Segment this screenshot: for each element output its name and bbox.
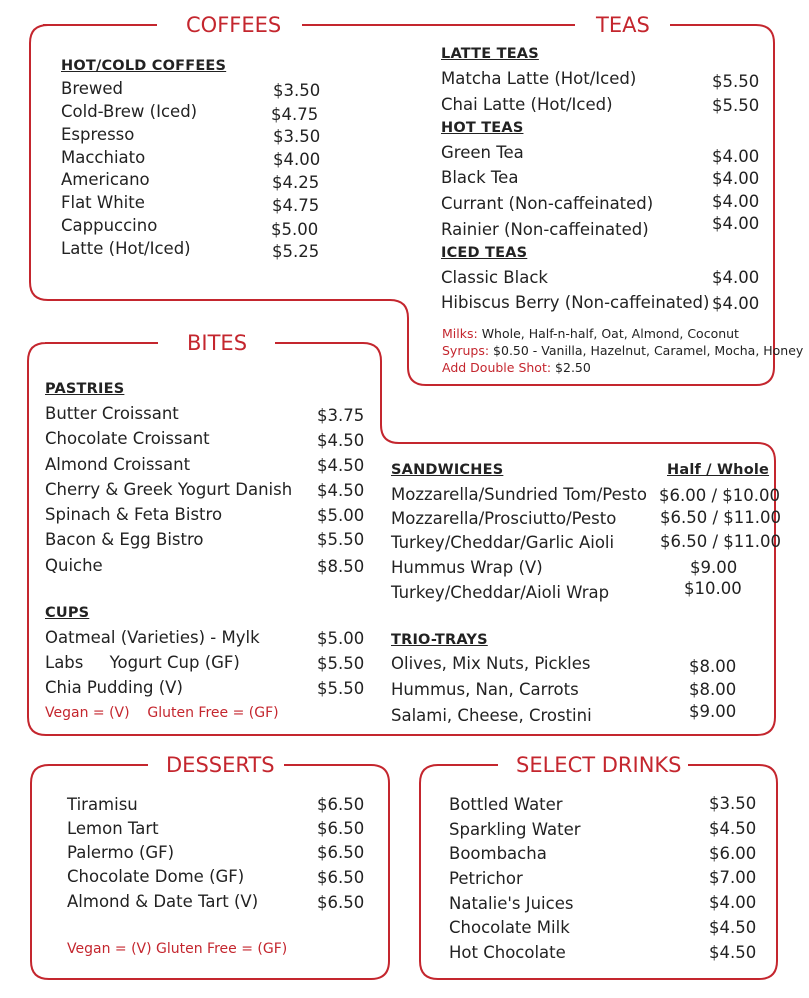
menu-item-name: Chai Latte (Hot/Iced) <box>441 95 613 114</box>
menu-item-name: Macchiato <box>61 148 146 167</box>
menu-item-name: Petrichor <box>449 869 523 888</box>
menu-item-name: Oatmeal (Varieties) - Mylk <box>45 628 260 647</box>
menu-item-price: $4.50 <box>709 819 757 838</box>
half-whole-heading: Half / Whole <box>667 462 770 478</box>
menu-item-price: $4.00 <box>712 192 760 211</box>
menu-item-price: $4.00 <box>712 268 760 287</box>
menu-item-price: $4.75 <box>271 105 319 124</box>
sandwiches-subheading: SANDWICHES <box>391 462 504 478</box>
menu-item-price: $4.50 <box>317 456 365 475</box>
menu-item-price: $6.50 / $11.00 <box>660 508 782 527</box>
menu-item-name: Espresso <box>61 125 135 144</box>
menu-item-price: $6.00 <box>709 844 757 863</box>
milks-text: Whole, Half-n-half, Oat, Almond, Coconut <box>481 326 739 341</box>
menu-item-price: $3.50 <box>273 81 321 100</box>
menu-item-name: Labs Yogurt Cup (GF) <box>45 653 240 672</box>
menu-item-name: Hummus Wrap (V) <box>391 558 543 577</box>
menu-item-price: $4.25 <box>272 173 320 192</box>
menu-item-name: Chocolate Milk <box>449 918 570 937</box>
menu-item-name: Hot Chocolate <box>449 943 566 962</box>
menu-item-name: Lemon Tart <box>67 819 159 838</box>
menu-item-price: $5.00 <box>317 506 365 525</box>
menu-item-name: Brewed <box>61 79 124 98</box>
menu-item-name: Turkey/Cheddar/Aioli Wrap <box>391 583 610 602</box>
menu-item-name: Boombacha <box>449 844 547 863</box>
menu-item-name: Americano <box>61 170 150 189</box>
pastries-subheading: PASTRIES <box>45 381 125 397</box>
menu-item-name: Turkey/Cheddar/Garlic Aioli <box>391 533 615 552</box>
menu-item-price: $5.50 <box>317 679 365 698</box>
menu-item-price: $6.00 / $10.00 <box>659 486 781 505</box>
bites-diet-legend: Vegan = (V) Gluten Free = (GF) <box>45 705 279 721</box>
menu-item-price: $9.00 <box>689 702 737 721</box>
menu-item-price: $4.75 <box>272 196 320 215</box>
menu-item-name: Green Tea <box>441 143 524 162</box>
menu-item-name: Spinach & Feta Bistro <box>45 505 223 524</box>
menu-item-name: Cold-Brew (Iced) <box>61 102 198 121</box>
menu-item-name: Chocolate Croissant <box>45 429 210 448</box>
menu-item-price: $8.50 <box>317 557 365 576</box>
desserts-diet-legend: Vegan = (V) Gluten Free = (GF) <box>67 941 288 957</box>
menu-item-price: $7.00 <box>709 868 757 887</box>
menu-item-name: Black Tea <box>441 168 519 187</box>
bites-title: BITES <box>181 331 253 355</box>
menu-item-price: $4.50 <box>317 431 365 450</box>
menu-item-name: Cappuccino <box>61 216 158 235</box>
menu-item-price: $4.50 <box>709 943 757 962</box>
menu-item-price: $5.50 <box>317 530 365 549</box>
coffees-title: COFFEES <box>180 13 287 37</box>
menu-item-name: Tiramisu <box>67 795 138 814</box>
menu-item-name: Matcha Latte (Hot/Iced) <box>441 69 637 88</box>
menu-item-name: Palermo (GF) <box>67 843 175 862</box>
drinks-title: SELECT DRINKS <box>510 753 688 777</box>
menu-item-name: Almond & Date Tart (V) <box>67 892 259 911</box>
menu-item-price: $5.50 <box>317 654 365 673</box>
cups-subheading: CUPS <box>45 605 90 621</box>
iced-teas-subheading: ICED TEAS <box>441 245 528 261</box>
milks-label: Milks: <box>442 326 478 341</box>
menu-item-price: $6.50 <box>317 843 365 862</box>
menu-item-name: Chocolate Dome (GF) <box>67 867 245 886</box>
menu-item-name: Bacon & Egg Bistro <box>45 530 204 549</box>
menu-item-price: $6.50 <box>317 893 365 912</box>
desserts-title: DESSERTS <box>160 753 281 777</box>
menu-item-price: $4.00 <box>712 214 760 233</box>
menu-item-price: $5.50 <box>712 72 760 91</box>
menu-item-name: Mozzarella/Prosciutto/Pesto <box>391 509 617 528</box>
menu-item-price: $6.50 <box>317 868 365 887</box>
menu-item-name: Hibiscus Berry (Non-caffeinated) <box>441 293 710 312</box>
menu-item-name: Currant (Non-caffeinated) <box>441 194 654 213</box>
menu-item-name: Mozzarella/Sundried Tom/Pesto <box>391 485 647 504</box>
menu-item-price: $4.00 <box>712 147 760 166</box>
menu-item-price: $3.75 <box>317 406 365 425</box>
menu-item-price: $6.50 <box>317 819 365 838</box>
teas-title: TEAS <box>590 13 656 37</box>
milks-note <box>442 325 739 342</box>
menu-item-price: $9.00 <box>690 558 738 577</box>
menu-item-name: Quiche <box>45 556 103 575</box>
menu-item-price: $4.00 <box>709 893 757 912</box>
menu-item-price: $4.50 <box>709 918 757 937</box>
double-shot-note <box>442 359 591 376</box>
menu-item-name: Almond Croissant <box>45 455 191 474</box>
menu-item-price: $5.50 <box>712 96 760 115</box>
menu-item-name: Cherry & Greek Yogurt Danish <box>45 480 293 499</box>
menu-item-price: $4.00 <box>712 169 760 188</box>
double-shot-label: Add Double Shot: <box>442 360 552 375</box>
menu-item-price: $8.00 <box>689 680 737 699</box>
syrups-text: $0.50 - Vanilla, Hazelnut, Caramel, Mocha, Honey <box>493 343 804 358</box>
menu-item-name: Hummus, Nan, Carrots <box>391 680 579 699</box>
menu-item-name: Natalie's Juices <box>449 894 574 913</box>
menu-item-price: $4.00 <box>712 294 760 313</box>
hot-teas-subheading: HOT TEAS <box>441 120 524 136</box>
menu-item-price: $8.00 <box>689 657 737 676</box>
menu-item-price: $6.50 <box>317 795 365 814</box>
menu-item-price: $5.00 <box>271 220 319 239</box>
menu-item-name: Bottled Water <box>449 795 563 814</box>
coffees-subheading: HOT/COLD COFFEES <box>61 58 227 74</box>
syrups-note <box>442 342 803 359</box>
menu-item-price: $3.50 <box>273 127 321 146</box>
menu-item-price: $5.25 <box>272 242 320 261</box>
menu-item-price: $3.50 <box>709 794 757 813</box>
trio-trays-subheading: TRIO-TRAYS <box>391 632 488 648</box>
latte-teas-subheading: LATTE TEAS <box>441 46 539 62</box>
menu-item-name: Salami, Cheese, Crostini <box>391 706 592 725</box>
menu-item-name: Sparkling Water <box>449 820 581 839</box>
menu-item-name: Rainier (Non-caffeinated) <box>441 220 649 239</box>
menu-item-name: Olives, Mix Nuts, Pickles <box>391 654 591 673</box>
double-shot-text: $2.50 <box>555 360 591 375</box>
menu-item-price: $4.00 <box>273 150 321 169</box>
menu-item-name: Chia Pudding (V) <box>45 678 183 697</box>
menu-item-price: $6.50 / $11.00 <box>660 532 782 551</box>
menu-item-price: $10.00 <box>684 579 742 598</box>
menu-item-name: Butter Croissant <box>45 404 179 423</box>
menu-item-price: $5.00 <box>317 629 365 648</box>
syrups-label: Syrups: <box>442 343 490 358</box>
menu-item-price: $4.50 <box>317 481 365 500</box>
menu-item-name: Latte (Hot/Iced) <box>61 239 191 258</box>
menu-item-name: Flat White <box>61 193 145 212</box>
menu-item-name: Classic Black <box>441 268 548 287</box>
